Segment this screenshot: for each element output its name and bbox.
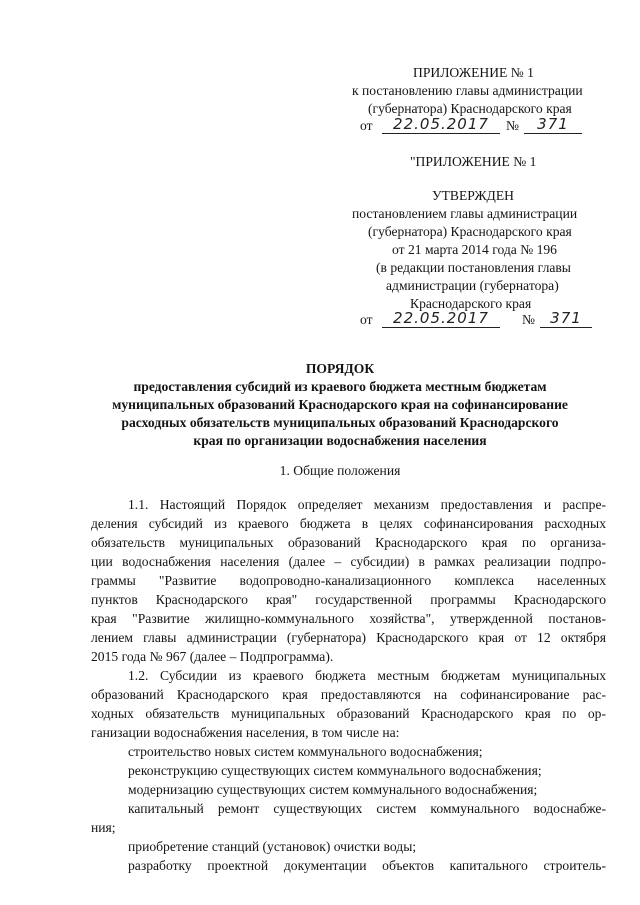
- body-line: строительство новых систем коммунального водоснабжения;: [128, 744, 483, 759]
- approved-line-3: от 21 марта 2014 года № 196: [392, 242, 557, 257]
- number-label: №: [522, 312, 535, 327]
- appendix-line-1: к постановлению главы администрации: [352, 83, 583, 98]
- title-line-1: предоставления субсидий из краевого бюджета местным бюджетам: [133, 379, 547, 394]
- title-line-3: расходных обязательств муниципальных образований Краснодарского: [121, 415, 559, 430]
- handwritten-date: 22.05.2017: [382, 312, 500, 328]
- section-heading: 1. Общие положения: [279, 463, 401, 478]
- approved-date-row: [360, 309, 600, 330]
- body-line: приобретение станций (установок) очистки воды;: [128, 839, 417, 854]
- body-line: ходных обязательств муниципальных образований Краснодарского края по ор-: [91, 706, 606, 721]
- handwritten-date: 22.05.2017: [382, 118, 500, 134]
- approved-line-1: постановлением главы администрации: [352, 206, 578, 221]
- body-line: края "Развитие жилищно-коммунального хозяйства", утвержденной постанов-: [91, 611, 606, 626]
- title-line-4: края по организации водоснабжения населения: [193, 433, 487, 448]
- body-line: образований Краснодарского края предоставляются на софинансирование рас-: [91, 687, 606, 702]
- appendix-title: ПРИЛОЖЕНИЕ № 1: [413, 65, 534, 80]
- handwritten-number: 371: [524, 118, 582, 134]
- body-line: ганизации водоснабжения населения, в том числе на:: [91, 725, 400, 740]
- from-label: от: [360, 118, 373, 133]
- number-label: №: [506, 118, 519, 133]
- body-line: 1.2. Субсидии из краевого бюджета местным бюджетам муниципальных: [128, 668, 606, 683]
- approved-title: УТВЕРЖДЕН: [432, 188, 514, 203]
- title-line-2: муниципальных образований Краснодарского края на софинансирование: [112, 397, 568, 412]
- body-line: модернизацию существующих систем коммунального водоснабжения;: [128, 782, 538, 797]
- approved-line-5: администрации (губернатора): [386, 278, 559, 293]
- body-line: граммы "Развитие водопроводно-канализационного комплекса населенных: [91, 573, 606, 588]
- from-label: от: [360, 312, 373, 327]
- body-line: реконструкцию существующих систем коммунального водоснабжения;: [128, 763, 542, 778]
- title-heading: ПОРЯДОК: [305, 361, 375, 376]
- handwritten-number: 371: [540, 312, 592, 328]
- approved-line-4: (в редакции постановления главы: [376, 260, 571, 275]
- body-line: 1.1. Настоящий Порядок определяет механизм предоставления и распре-: [128, 497, 606, 512]
- body-line: обязательств муниципальных образований Краснодарского края по организа-: [91, 535, 606, 550]
- body-line: лением главы администрации (губернатора) Краснодарского края от 12 октября: [91, 630, 606, 645]
- approved-line-2: (губернатора) Краснодарского края: [368, 224, 572, 239]
- body-line: ния;: [91, 820, 116, 835]
- appendix-date-row: [360, 115, 600, 136]
- body-line: разработку проектной документации объектов капитального строитель-: [128, 858, 606, 873]
- approved-appendix: "ПРИЛОЖЕНИЕ № 1: [410, 154, 537, 169]
- body-line: пунктов Краснодарского края" государственной программы Краснодарского: [91, 592, 606, 607]
- body-line: деления субсидий из краевого бюджета в целях софинансирования расходных: [91, 516, 606, 531]
- body-line: капитальный ремонт существующих систем коммунального водоснабже-: [128, 801, 606, 816]
- approved-line-6: Краснодарского края: [410, 296, 532, 311]
- body-line: 2015 года № 967 (далее – Подпрограмма).: [91, 649, 334, 664]
- appendix-line-2: (губернатора) Краснодарского края: [368, 101, 572, 116]
- body-line: ции водоснабжения населения (далее – субсидии) в рамках реализации подпро-: [91, 554, 606, 569]
